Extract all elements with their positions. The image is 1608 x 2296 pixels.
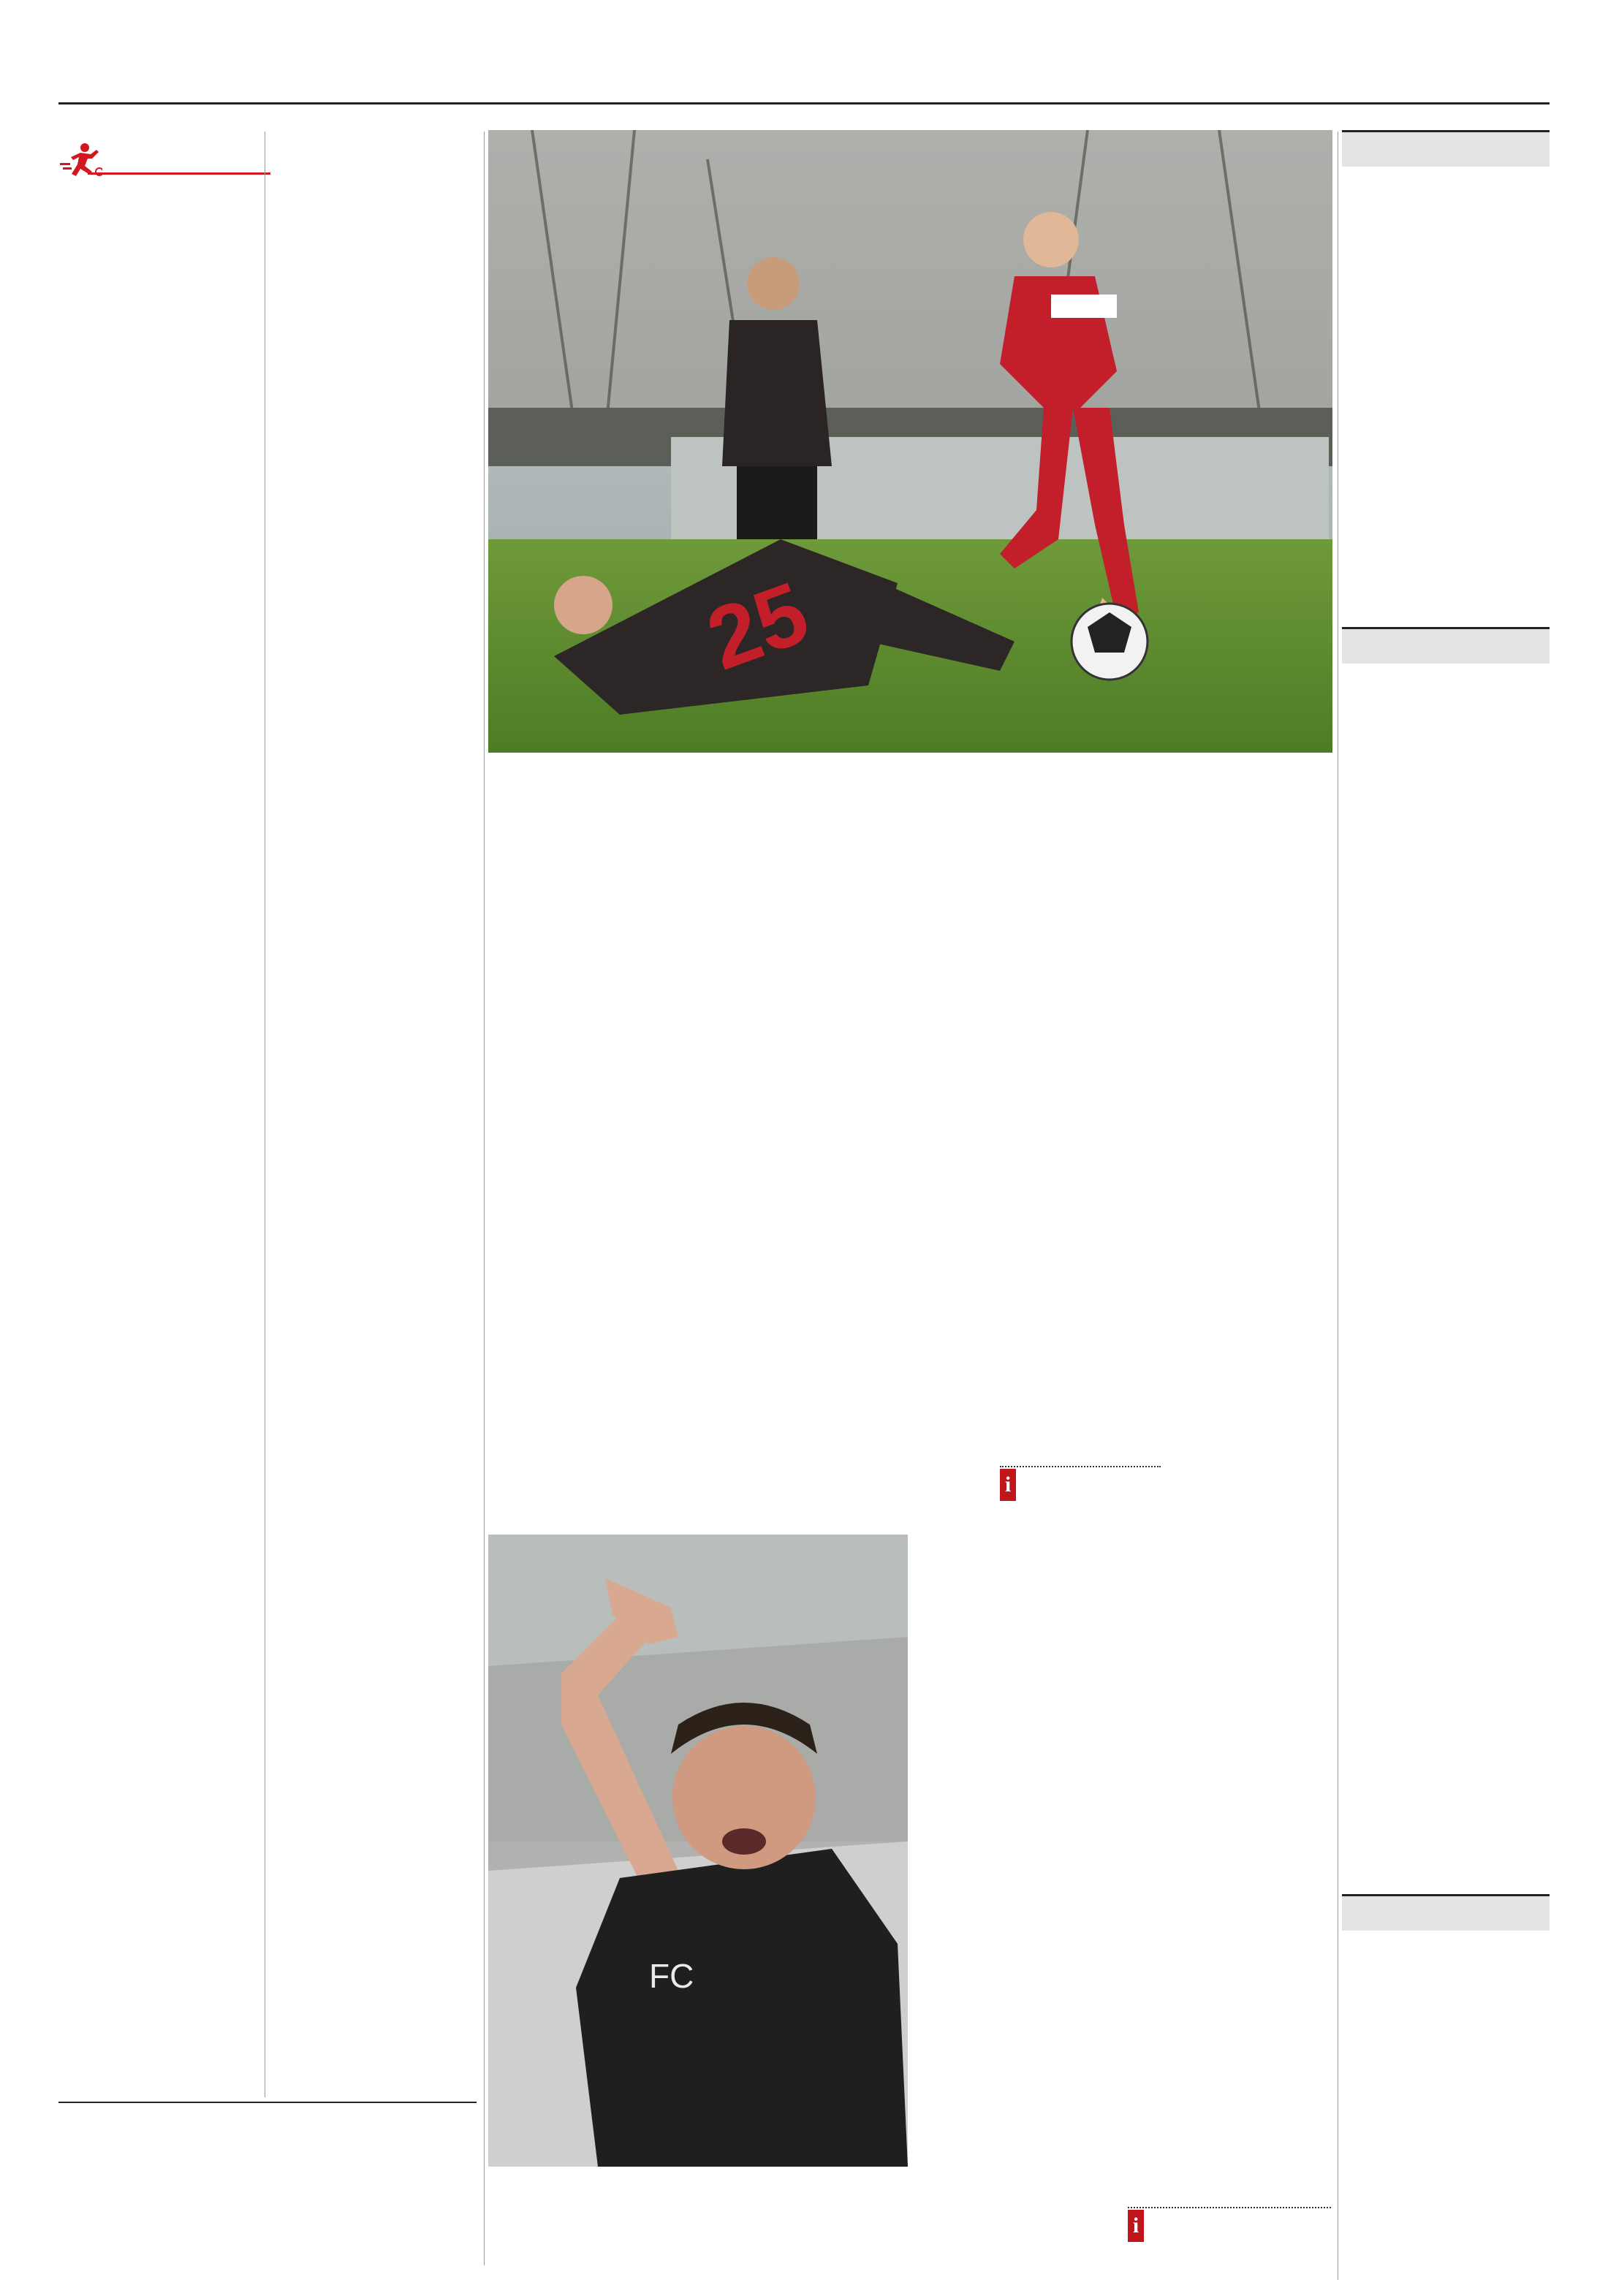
issue-number [58, 69, 70, 85]
football [1072, 604, 1148, 680]
svg-text:FC: FC [649, 1957, 694, 1995]
lead-col-4 [1000, 923, 1160, 1456]
coach-photo-image [488, 1535, 908, 2167]
second-info-box [1128, 2207, 1331, 2238]
second-col-2 [1128, 1701, 1331, 2140]
fussball-logo [58, 142, 256, 179]
lead-info-box [1000, 1466, 1161, 1497]
section-c-liga [1342, 1894, 1550, 1931]
lead-col-2a [658, 923, 818, 1022]
section-b-liga [1342, 627, 1550, 664]
info-icon: i [1000, 1469, 1016, 1501]
coach-photo [488, 1535, 908, 2167]
header-rule [58, 102, 1550, 104]
right-article-3 [1342, 1147, 1550, 1494]
section-westfalenliga [1342, 130, 1550, 167]
right-article-2 [1342, 769, 1550, 1079]
right-article-1 [1342, 267, 1550, 615]
right-article-5 [1342, 2034, 1550, 2283]
photo1-caption [490, 756, 1330, 772]
results-column-1 [58, 197, 256, 2097]
right-article-4 [1342, 1561, 1550, 1893]
photo2-caption [488, 2172, 906, 2219]
match-photo [488, 130, 1332, 753]
svg-text:25: 25 [695, 563, 821, 689]
match-photo-image [488, 130, 1332, 753]
second-col-1 [914, 1701, 1117, 2271]
bottom-left-article [58, 2147, 479, 2293]
results-column-2 [272, 132, 478, 2090]
info-icon: i [1128, 2210, 1144, 2242]
